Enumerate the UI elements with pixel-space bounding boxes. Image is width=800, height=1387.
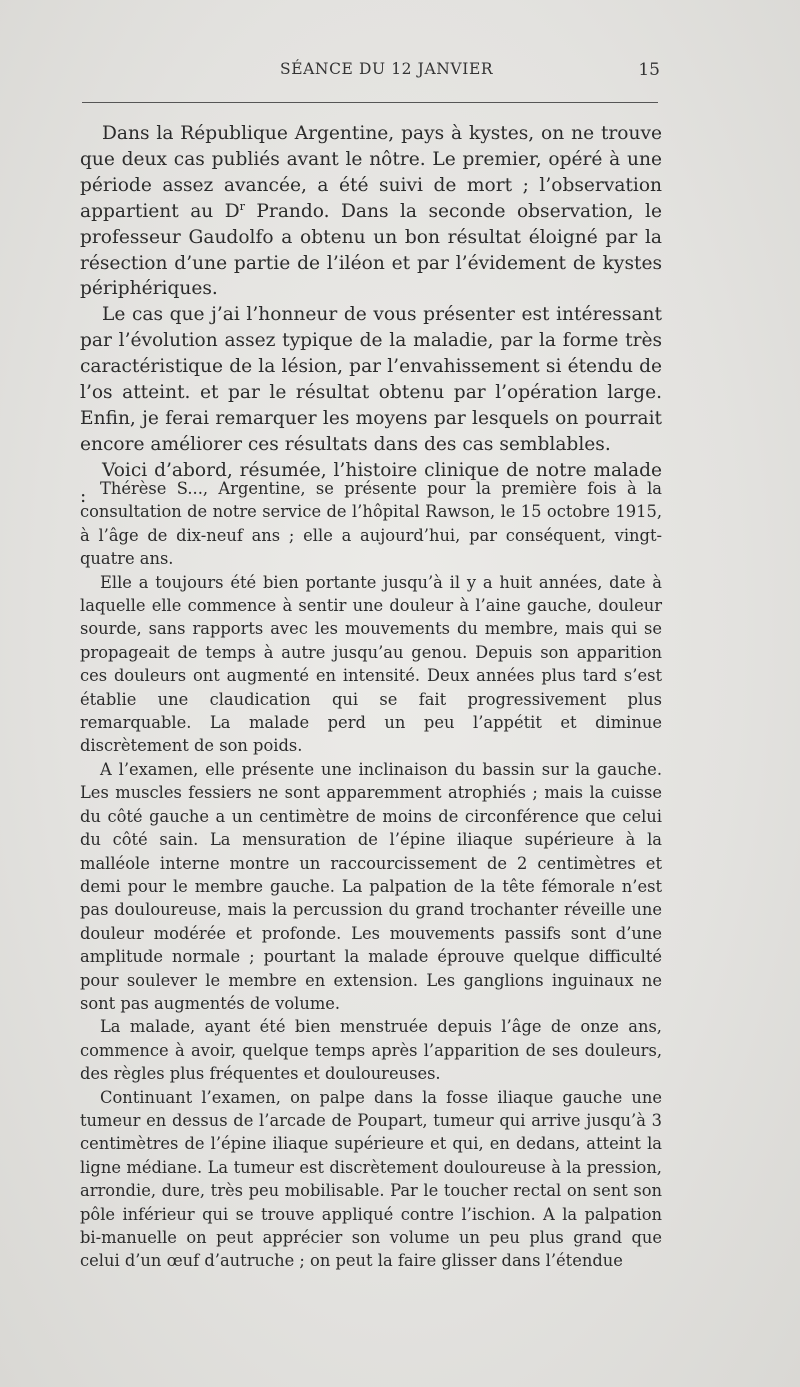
main-text bbox=[80, 121, 662, 510]
paragraph-patient-intro: Thérèse S..., Argentine, se présente pour la première fois à la consultation de notre service de l’hôpital Rawson, le 15 octobre 1915, à l’âge de dix-neuf ans ; elle a aujourd’hui, par conséquent, vingt-quatre ans. bbox=[80, 479, 662, 569]
paragraph-text: Dans la République Argentine, pays à kystes, on ne trouve que deux cas publiés avant le nôtre. Le premier, opéré à une période assez avancée, a été suivi de mort ; l’observation appartient au D bbox=[80, 123, 662, 222]
paragraph-clinical-intro: Voici d’abord, résumée, l’histoire clinique de notre malade : bbox=[80, 459, 662, 507]
doctor-abbrev-superscript: r bbox=[239, 199, 245, 213]
paragraph-tumor-exam: Continuant l’examen, on palpe dans la fosse iliaque gauche une tumeur en dessus de l’arcade de Poupart, tumeur qui arrive jusqu’à 3 centimètres de l’épine iliaque supérieure et qui, en dedans, atteint la ligne médiane. La tumeur est discrètement douloureuse à la pression, arrondie, dure, très peu mobilisable. Par le toucher rectal on sent son pôle inférieur qui se trouve appliqué contre l’ischion. A la palpation bi-manuelle on peut apprécier son volume un peu plus grand que celui d’un œuf d’autruche ; on peut la faire glisser dans l’étendue bbox=[80, 1087, 662, 1271]
paragraph-menstruation: La malade, ayant été bien menstruée depuis l’âge de onze ans, commence à avoir, quelque temps après l’apparition de ses douleurs, des règles plus fréquentes et douloureuses. bbox=[80, 1017, 662, 1084]
running-title: SÉANCE DU 12 JANVIER bbox=[280, 60, 494, 78]
page-header bbox=[80, 60, 660, 86]
header-rule bbox=[82, 102, 658, 103]
paragraph-examination: A l’examen, elle présente une inclinaison du bassin sur la gauche. Les muscles fessiers ne sont apparemment atrophiés ; mais la cuisse du côté gauche a un centimètre de moins de circonférence que celui du côté sain. La mensuration de l’épine iliaque supérieure à la malléole interne montre un raccourcissement de 2 centimètres et demi pour le membre gauche. La palpation de la tête fémorale n’est pas douloureuse, mais la percussion du grand trochanter réveille une douleur modérée et profonde. Les mouvements passifs sont d’une amplitude normale ; pourtant la malade éprouve quelque difficulté pour soulever le membre en extension. Les ganglions inguinaux ne sont pas augmentés de volume. bbox=[80, 759, 662, 1013]
page-number: 15 bbox=[638, 60, 660, 80]
case-history-text bbox=[80, 477, 662, 1273]
paragraph-history: Elle a toujours été bien portante jusqu’à il y a huit années, date à laquelle elle commence à sentir une douleur à l’aine gauche, douleur sourde, sans rapports avec les mouvements du membre, mais qui se propageait de temps à autre jusqu’au genou. Depuis son apparition ces douleurs ont augmenté en intensité. Deux années plus tard s’est établie une claudication qui se fait progressivement plus remarquable. La malade perd un peu l’appétit et diminue discrètement de son poids. bbox=[80, 572, 662, 756]
paragraph-text: Prando. Dans la seconde observation, le professeur Gaudolfo a obtenu un bon résultat éloigné par la résection d’une partie de l’iléon et par l’évidement de kystes périphériques. bbox=[80, 200, 662, 300]
paragraph-argentine-cases bbox=[80, 121, 662, 302]
paragraph-case-interest: Le cas que j’ai l’honneur de vous présenter est intéressant par l’évolution assez typique de la maladie, par la forme très caractéristique de la lésion, par l’envahissement si étendu de l’os atteint. et par le résultat obtenu par l’opération large. Enfin, je ferai remarquer les moyens par lesquels on pourrait encore améliorer ces résultats dans des cas semblables. bbox=[80, 304, 662, 455]
